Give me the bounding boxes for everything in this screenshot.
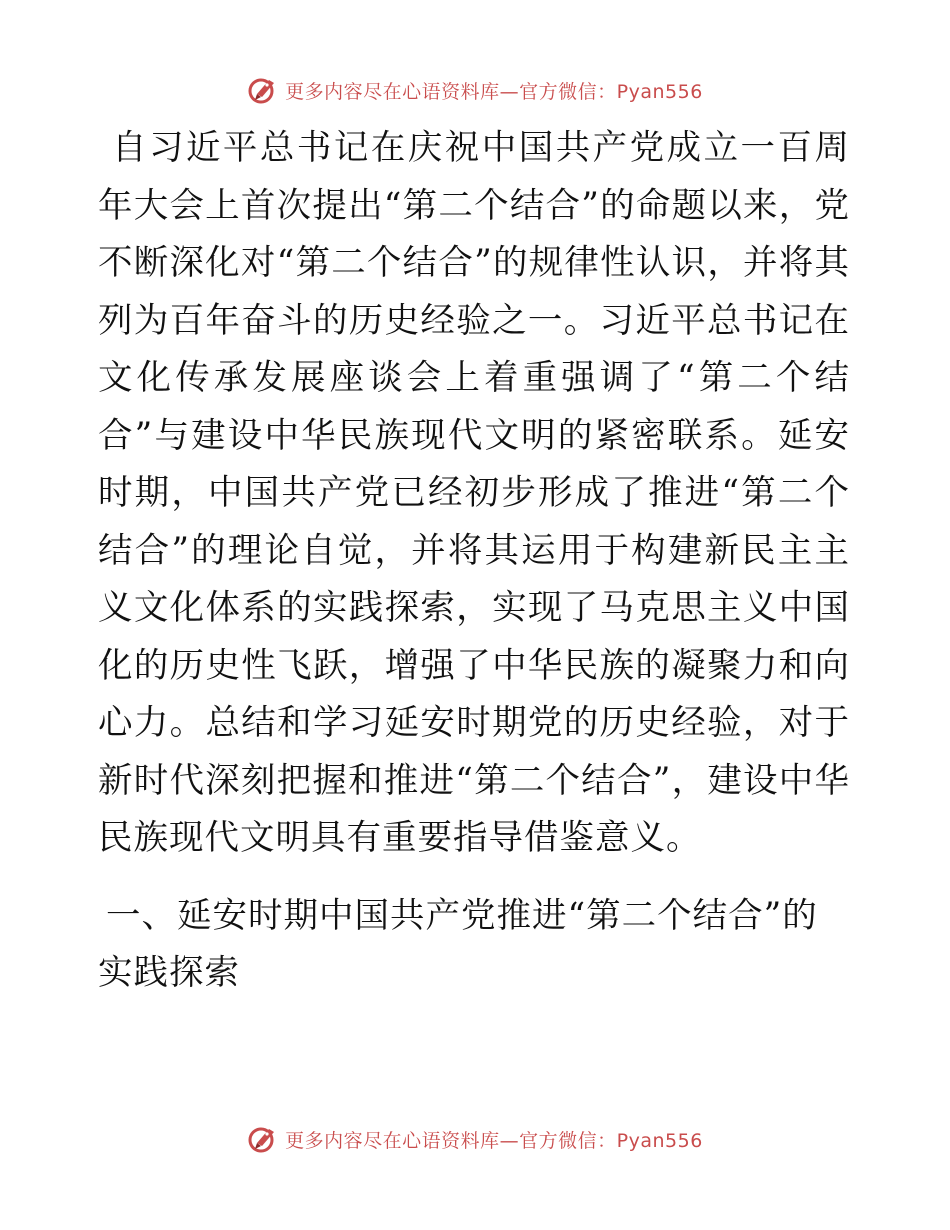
pen-nib-circle-icon <box>247 1123 279 1155</box>
watermark-text: 更多内容尽在心语资料库—官方微信：Pyan556 <box>285 80 703 103</box>
body-paragraph: 自习近平总书记在庆祝中国共产党成立一百周年大会上首次提出“第二个结合”的命题以来，党不断深化对“第二个结合”的规律性认识，并将其列为百年奋斗的历史经验之一。习近平总书记在文化传承发展座谈会上着重强调了“第二个结合”与建设中华民族现代文明的紧密联系。延安时期，中国共产党已经初步形成了推进“第二个结合”的理论自觉，并将其运用于构建新民主主义文化体系的实践探索，实现了马克思主义中国化的历史性飞跃，增强了中华民族的凝聚力和向心力。总结和学习延安时期党的历史经验，对于新时代深刻把握和推进“第二个结合”，建设中华民族现代文明具有重要指导借鉴意义。 <box>98 128 850 858</box>
pen-nib-circle-icon <box>247 74 279 106</box>
watermark-text: 更多内容尽在心语资料库—官方微信：Pyan556 <box>285 1129 703 1152</box>
section-heading: 一、延安时期中国共产党推进“第二个结合”的实践探索 <box>98 895 818 993</box>
header-watermark <box>0 70 950 110</box>
footer-watermark <box>0 1119 950 1159</box>
document-body <box>98 120 850 1003</box>
